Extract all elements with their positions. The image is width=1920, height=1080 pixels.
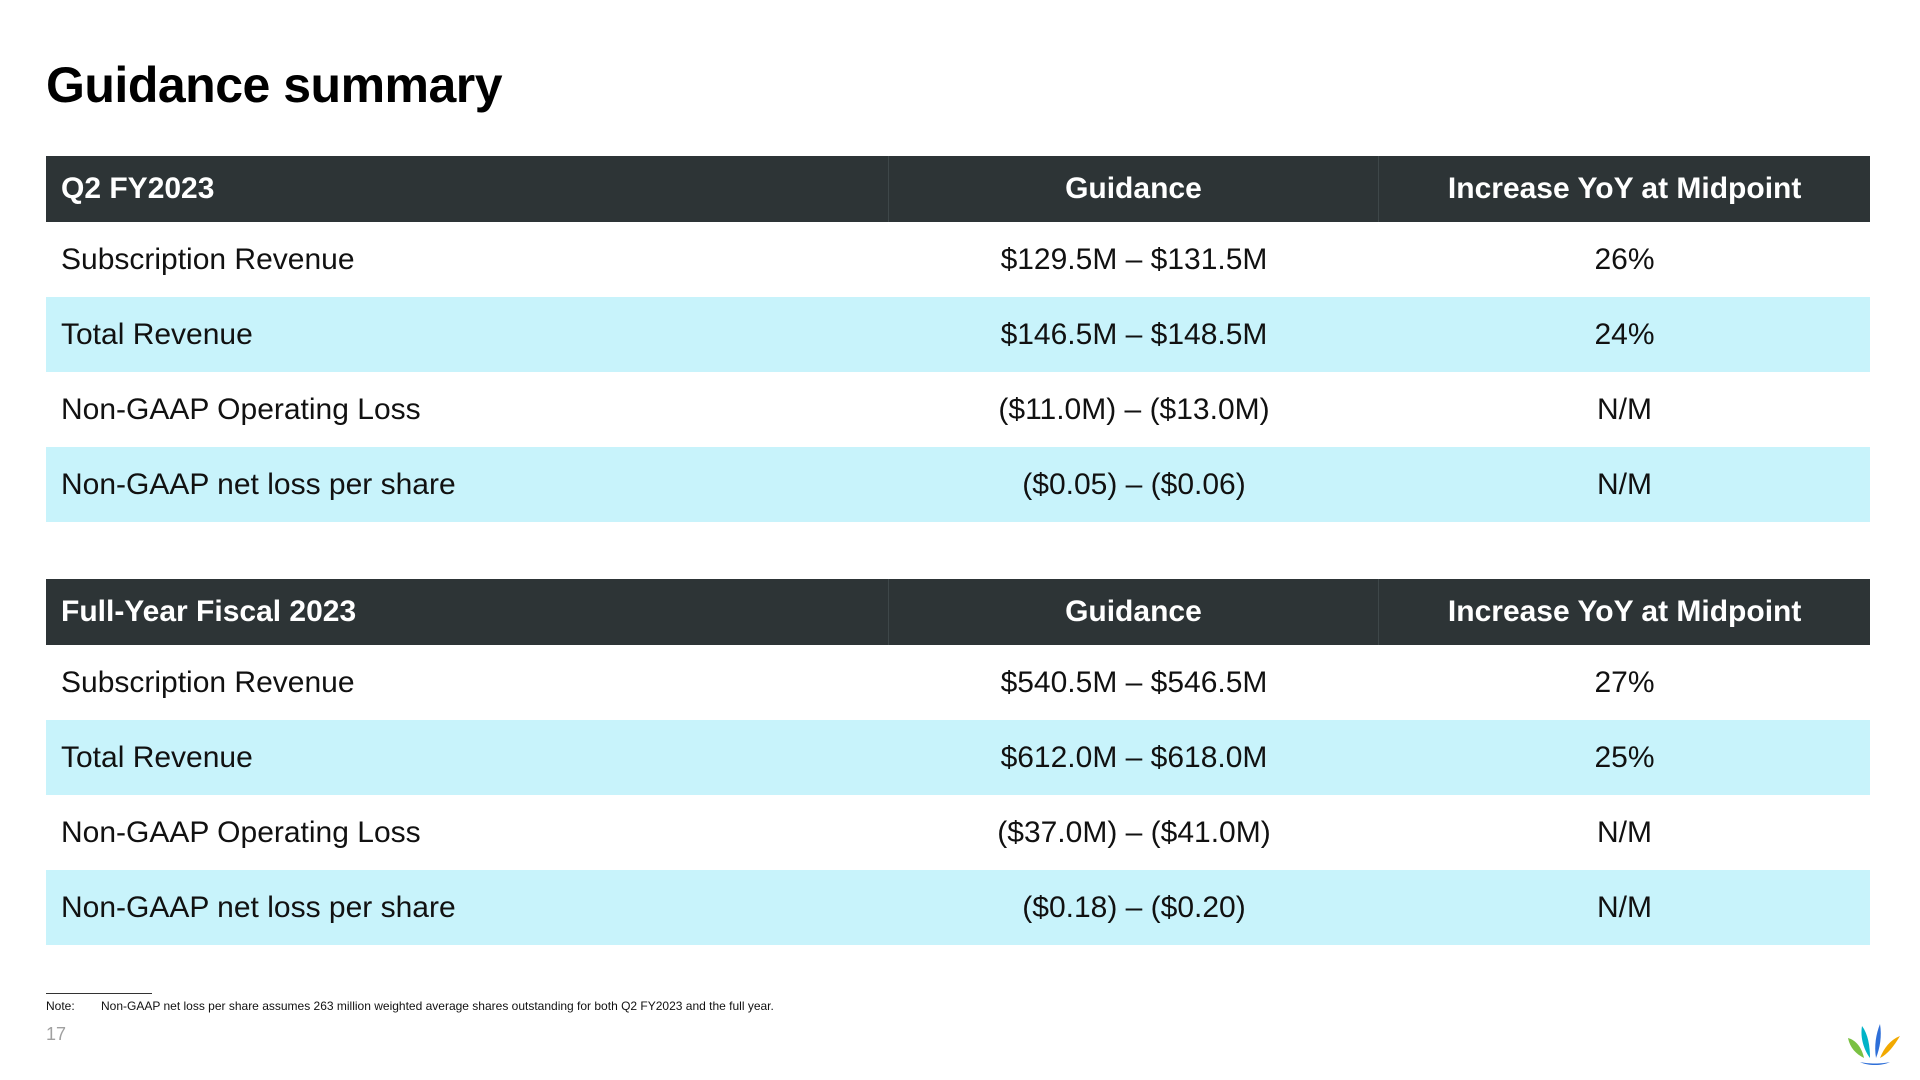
guidance-cell: $146.5M – $148.5M	[1000, 317, 1268, 351]
metric-cell: Total Revenue	[61, 317, 253, 351]
header-cell-period: Full-Year Fiscal 2023	[46, 579, 889, 645]
increase-cell: 24%	[1594, 317, 1655, 351]
logo-petal-mid-right	[1875, 1024, 1881, 1058]
increase-cell: N/M	[1597, 392, 1652, 426]
increase-cell: N/M	[1597, 815, 1652, 849]
page-title: Guidance summary	[46, 57, 503, 113]
footnote	[46, 999, 774, 1013]
table-header-row	[46, 579, 1870, 645]
q2-guidance-table	[46, 156, 1870, 522]
metric-cell: Non-GAAP Operating Loss	[61, 392, 421, 426]
increase-cell: 26%	[1594, 242, 1655, 276]
header-cell-period: Q2 FY2023	[46, 156, 889, 222]
table-row	[46, 447, 1870, 522]
header-cell-guidance: Guidance	[889, 156, 1380, 222]
page-number: 17	[46, 1024, 67, 1044]
table-row	[46, 297, 1870, 372]
guidance-cell: ($0.18) – ($0.20)	[1022, 890, 1246, 924]
table-row	[46, 372, 1870, 447]
increase-cell: N/M	[1597, 467, 1652, 501]
increase-cell: N/M	[1597, 890, 1652, 924]
table-row	[46, 645, 1870, 720]
footnote-divider	[46, 993, 152, 994]
metric-cell: Non-GAAP net loss per share	[61, 890, 456, 924]
metric-cell: Total Revenue	[61, 740, 253, 774]
logo-petal-right	[1880, 1036, 1900, 1058]
company-logo-icon	[1846, 1024, 1904, 1066]
guidance-cell: ($37.0M) – ($41.0M)	[997, 815, 1271, 849]
table-row	[46, 222, 1870, 297]
header-cell-increase: Increase YoY at Midpoint	[1447, 595, 1802, 628]
increase-cell: 25%	[1594, 740, 1655, 774]
metric-cell: Subscription Revenue	[61, 242, 355, 276]
logo-petal-left	[1848, 1038, 1864, 1058]
header-cell-increase: Increase YoY at Midpoint	[1447, 172, 1802, 205]
metric-cell: Non-GAAP Operating Loss	[61, 815, 421, 849]
footnote-label: Note:	[46, 999, 75, 1013]
guidance-cell: ($11.0M) – ($13.0M)	[998, 392, 1270, 426]
header-cell-guidance: Guidance	[889, 579, 1380, 645]
guidance-cell: $540.5M – $546.5M	[1000, 665, 1268, 699]
increase-cell: 27%	[1594, 665, 1655, 699]
guidance-cell: $129.5M – $131.5M	[1000, 242, 1268, 276]
table-row	[46, 795, 1870, 870]
guidance-cell: ($0.05) – ($0.06)	[1022, 467, 1246, 501]
table-row	[46, 870, 1870, 945]
logo-petal-mid-left	[1861, 1026, 1870, 1058]
guidance-cell: $612.0M – $618.0M	[1000, 740, 1268, 774]
full-year-guidance-table	[46, 579, 1870, 945]
metric-cell: Non-GAAP net loss per share	[61, 467, 456, 501]
table-header-row	[46, 156, 1870, 222]
logo-base	[1860, 1062, 1890, 1065]
table-row	[46, 720, 1870, 795]
footnote-text: Non-GAAP net loss per share assumes 263 million weighted average shares outstanding for both Q2 FY2023 and the full year.	[101, 999, 774, 1013]
metric-cell: Subscription Revenue	[61, 665, 355, 699]
